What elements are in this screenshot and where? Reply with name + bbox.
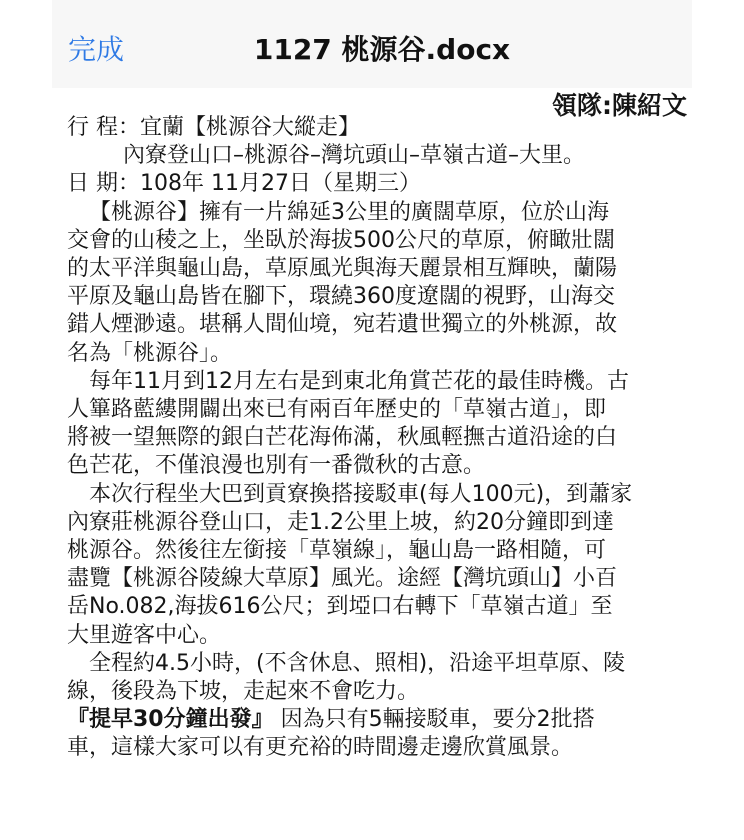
text-line: 車，這樣大家可以有更充裕的時間邊走邊欣賞風景。 bbox=[67, 735, 574, 761]
leader-name: 領隊:陳紹文 bbox=[552, 91, 687, 120]
paragraph-intro bbox=[67, 199, 679, 368]
text-line: 桃源谷。然後往左銜接「草嶺線」，龜山島一路相隨，可 bbox=[67, 538, 607, 564]
text-line: 每年11月到12月左右是到東北角賞芒花的最佳時機。古 bbox=[89, 368, 629, 394]
text-line: 名為「桃源谷」。 bbox=[67, 340, 233, 366]
text-line: 大里遊客中心。 bbox=[67, 622, 222, 648]
done-button[interactable]: 完成 bbox=[68, 33, 125, 66]
departure-emphasis: 『提早30分鐘出發』 bbox=[67, 707, 274, 733]
text-line: 平原及龜山島皆在腳下，環繞360度遼闊的視野，山海交 bbox=[67, 284, 615, 310]
text-line: 全程約4.5小時，(不含休息、照相)，沿途平坦草原、陵 bbox=[89, 650, 626, 676]
text-line: 【桃源谷】擁有一片綿延3公里的廣闊草原，位於山海 bbox=[89, 199, 609, 225]
navigation-bar bbox=[52, 0, 692, 88]
text-line: 人篳路藍縷開闢出來已有兩百年歷史的「草嶺古道」，即 bbox=[67, 397, 607, 423]
paragraph-duration bbox=[67, 650, 679, 706]
departure-reason: 因為只有5輛接駁車，要分2批搭 bbox=[273, 707, 595, 733]
text-line: 本次行程坐大巴到貢寮換搭接駁車(每人100元)，到蕭家 bbox=[89, 481, 633, 507]
paragraph-departure-note bbox=[67, 706, 679, 762]
text-line: 將被一望無際的銀白芒花海佈滿，秋風輕撫古道沿途的白 bbox=[67, 425, 618, 451]
route-line: 行 程：宜蘭【桃源谷大縱走】 bbox=[67, 115, 360, 140]
text-line: 交會的山稜之上，坐臥於海拔500公尺的草原，俯瞰壯闊 bbox=[67, 227, 615, 253]
text-line: 色芒花，不僅浪漫也別有一番微秋的古意。 bbox=[67, 453, 486, 479]
paragraph-itinerary bbox=[67, 481, 679, 650]
date-line: 日 期：108年 11月27日（星期三） bbox=[67, 171, 421, 197]
text-line: 線，後段為下坡，走起來不會吃力。 bbox=[67, 679, 420, 705]
text-line: 內寮莊桃源谷登山口，走1.2公里上坡，約20分鐘即到達 bbox=[67, 509, 614, 535]
route-detail: 內寮登山口–桃源谷–灣坑頭山–草嶺古道–大里。 bbox=[123, 143, 586, 169]
text-line: 岳No.082,海拔616公尺；到埡口右轉下「草嶺古道」至 bbox=[67, 594, 613, 620]
text-line: 的太平洋與龜山島，草原風光與海天麗景相互輝映，蘭陽 bbox=[67, 256, 618, 282]
text-line bbox=[67, 706, 679, 734]
text-line: 盡覽【桃源谷陵線大草原】風光。途經【灣坑頭山】小百 bbox=[67, 566, 618, 592]
document-body bbox=[67, 88, 687, 763]
text-line: 錯人煙渺遠。堪稱人間仙境，宛若遺世獨立的外桃源，故 bbox=[67, 312, 618, 338]
document-title: 1127 桃源谷.docx bbox=[253, 33, 511, 66]
paragraph-season bbox=[67, 368, 679, 481]
